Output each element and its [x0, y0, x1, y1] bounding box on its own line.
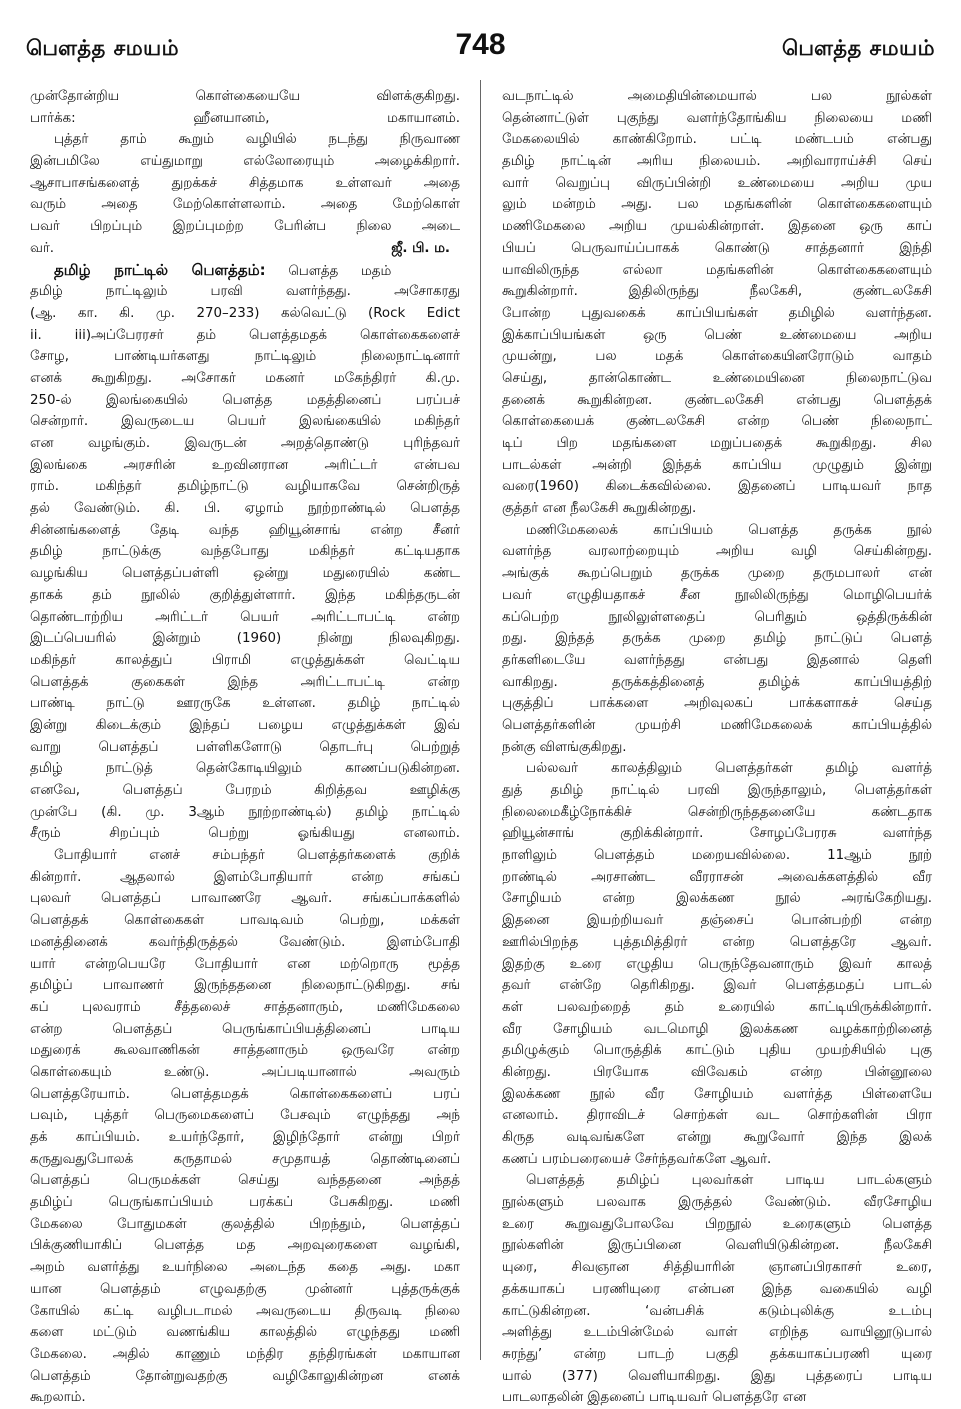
text-line: (ஆ. கா. கி. மு. 270–233) கல்வெட்டு (Rock Edict — [30, 305, 460, 321]
text-line: ராம். மகிந்தர் தமிழ்நாட்டு வழியாகவே சென்றிருத் — [30, 479, 460, 495]
left-column — [30, 86, 460, 1406]
text-line: கருதுவதுபோலக் கருதாமல் சமுதாயத் தொண்டினைப் — [30, 1151, 460, 1167]
text-line: கப் புலவராம் சீத்தலைச் சாத்தனாரும், மணிமேகலை — [30, 999, 460, 1015]
text-line: மேகலை போதுமகள் குலத்தில் பிறந்தும், பௌத்தப் — [30, 1216, 460, 1232]
text-line: எனக் கூறுகிறது. அசோகர் மகனர் மகேந்திரர் கி.மு. — [30, 370, 460, 386]
text-line: கப்பெற்ற நூலிலுள்ளதைப் பெரிதும் ஒத்திருக்கின் — [502, 609, 932, 625]
author-signature: ஜீ. பி. ம. — [391, 240, 450, 256]
text-line: ii. iii)அப்பேரரசர் தம் பௌத்தமதக் கொள்கைகளைச் — [30, 327, 460, 343]
text-line: எனலாம். திராவிடச் சொற்கள் வட சொற்களின் பிரா — [502, 1108, 932, 1124]
text-line: தர்களிடையே வளர்ந்தது என்பது இதனால் தெளி — [502, 652, 932, 668]
text-line: தவர் என்றே தெரிகிறது. இவர் பௌத்தமதப் பாடல் — [502, 978, 932, 994]
text-line: சீரும் சிறப்பும் பெற்று ஓங்கியது எனலாம். — [30, 826, 460, 842]
text-line: பவும், புத்தர் பெருமைகளைப் பேசவும் எழுந்தது அந் — [30, 1108, 460, 1124]
text-line: றது. இந்தத் தருக்க முறை தமிழ் நாட்டுப் பௌத் — [502, 631, 932, 647]
text-line: 250-ல் இலங்கையில் பௌத்த மதத்தினைப் பரப்பச் — [30, 392, 460, 408]
text-line: வளர்ந்த வரலாற்றையும் அறிய வழி செய்கின்றது. — [502, 544, 932, 560]
text-line: ஆசாபாசங்களைத் துறக்கச் சித்தமாக உள்ளவர் அதை — [30, 175, 460, 191]
text-line: பௌத்தரேயாம். பௌத்தமதக் கொள்கைகளைப் பரப் — [30, 1086, 460, 1102]
text-line: கின்றது. பிரயோக விவேகம் என்ற பின்னூலை — [502, 1064, 932, 1080]
text-line: வழங்கிய பௌத்தப்பள்ளி ஒன்று மதுரையில் கண்ட — [30, 566, 460, 582]
text-line: என வழங்கும். இவருடன் அறத்தொண்டு புரிந்தவர் — [30, 436, 460, 451]
text-line: அளித்து உடம்பின்மேல் வாள் எறிந்த வாயினூடுபால் — [502, 1325, 932, 1341]
left-para-2 — [30, 281, 460, 845]
text-line: போதியார் எனச் சம்பந்தர் பௌத்தர்களைக் குறிக் — [54, 848, 460, 864]
text-line: வார் வெறுப்பு விருப்பின்றி உண்மையை அறிய முய — [502, 175, 932, 191]
text-line: பாண்டி நாட்டு ஊரருகே உள்ளன. தமிழ் நாட்டில் — [30, 696, 460, 712]
text-line: வரை(1960) கிடைக்கவில்லை. இதனைப் பாடியவர் நாத — [502, 479, 932, 495]
text-line: மகிந்தர் காலத்துப் பிராமி எழுத்துக்கள் வெட்டிய — [30, 652, 460, 668]
text-line: பார்க்க: ஹீனயானம், மகாயானம். — [30, 110, 460, 126]
text-line: யாவிலிருந்த எல்லா மதங்களின் கொள்கைகளையும் — [502, 262, 932, 278]
text-line: தமிழ் நாட்டுத் தென்கோடியிலும் காணப்படுகின்றன. — [30, 761, 460, 777]
text-line: இன்று கிடைக்கும் இந்தப் பழைய எழுத்துக்கள் இவ் — [30, 717, 460, 733]
running-header — [26, 28, 935, 68]
left-para-1-last-line — [30, 238, 460, 260]
text-line: சின்னங்களைத் தேடி வந்த ஹியூன்சாங் என்ற சீனர் — [30, 522, 460, 538]
text-line: மதுரைக் கூலவாணிகன் சாத்தனாரும் ஒருவரே என்ற — [30, 1043, 460, 1059]
text-line: முன்தோன்றிய கொள்கையையே விளக்குகிறது. — [30, 89, 460, 104]
text-line: யான பௌத்தம் எழுவதற்கு முன்னர் புத்தருக்குக் — [30, 1281, 460, 1297]
right-column — [502, 86, 932, 1406]
text-line: கிருத வடிவங்களே என்று கூறுவோர் இந்த இலக் — [502, 1130, 932, 1145]
text-line: மேகலை. அதில் காணும் மந்திர தந்திரங்கள் மகாயான — [30, 1346, 460, 1362]
right-para-1-last: குத்தர் என நீலகேசி கூறுகின்றது. — [502, 501, 697, 517]
right-para-2 — [502, 520, 932, 737]
text-line: தமிழ்ப் பாவாணர் இருந்ததனை நிலைநாட்டுகிறது. சங் — [30, 978, 460, 994]
running-header-left: பௌத்த சமயம் — [26, 36, 180, 60]
text-line: பௌத்தத் தமிழ்ப் புலவர்கள் பாடிய பாடல்களும் — [526, 1173, 932, 1189]
text-line: பாடலாதலின் இதனைப் பாடியவர் பௌத்தரே என — [502, 1390, 807, 1406]
text-line: இலக்கண நூல் வீர சோழியம் வளர்த்த பிள்ளையே — [502, 1086, 932, 1102]
text-line: சென்றார். இவருடைய பெயர் இலங்கையில் மகிந்தர் — [30, 414, 460, 430]
right-para-3 — [502, 758, 932, 1148]
left-para-1 — [30, 129, 460, 237]
text-line: வாறு பௌத்தப் பள்ளிகளோடு தொடர்பு பெற்றுத் — [30, 739, 460, 755]
text-line: கொள்கையும் உண்டு. அப்படியானால் அவரும் — [30, 1064, 460, 1080]
text-line: துத் தமிழ் நாட்டில் பரவி இருந்தாலும், பௌத்தர்கள் — [502, 783, 932, 798]
text-line: தக்கயாகப் பரணியுரை என்பன இந்த வகையில் வழி — [502, 1281, 932, 1297]
text-line: பௌத்தக் குகைகள் இந்த அரிட்டாபட்டி என்ற — [30, 674, 460, 690]
text-line: கொள்கையைக் குண்டலகேசி என்ற பெண் நிலைநாட் — [502, 414, 932, 430]
text-line: இடப்பெயரில் இன்றும் (1960) நின்று நிலவுகிறது. — [30, 631, 460, 647]
text-line: வரும் அதை மேற்கொள்ளலாம். அதை மேற்கொள் — [30, 197, 460, 213]
text-line: தனைக் கூறுகின்றன. குண்டலகேசி என்பது பௌத்தக் — [502, 392, 932, 408]
text-line: புலவர் பௌத்தப் பாவாணரே ஆவர். சங்கப்பாக்களில் — [30, 891, 460, 907]
text-line: பிக்குணியாகிப் பௌத்த மத அறவுரைகளை வழங்கி, — [30, 1238, 460, 1254]
text-line: தல் வேண்டும். கி. பி. ஏழாம் நூற்றாண்டில் பௌத்த — [30, 501, 460, 517]
text-line: தென்னாட்டுள் புகுந்து வளர்ந்தோங்கிய நிலையை மணி — [502, 110, 932, 126]
text-line: வடநாட்டில் அமைதியின்மையால் பல நூல்கள் — [502, 89, 932, 104]
text-line: களை மட்டும் வணங்கிய காலத்தில் எழுந்தது மணி — [30, 1325, 460, 1341]
text-line: பவர் பிறப்பும் இறப்புமற்ற பேரின்ப நிலை அடை — [30, 219, 460, 235]
right-para-2-last: நன்கு விளங்குகிறது. — [502, 739, 627, 755]
text-line: யார் என்றபெயரே போதியார் என மற்றொரு மூத்த — [30, 956, 460, 972]
text-line: யுரை, சிவஞான சித்தியாரின் ஞானப்பிரகாசர் உரை, — [502, 1260, 932, 1276]
left-para-2-first-rest: பௌத்த மதம் — [288, 263, 392, 279]
text-line: மேகலையில் காண்கிறோம். பட்டி மண்டபம் என்பது — [502, 132, 932, 148]
text-line: ஹியூன்சாங் குறிக்கின்றார். சோழப்பேரரசு வளர்ந்த — [502, 826, 932, 842]
text-line: நூல்களும் பலவாக இருத்தல் வேண்டும். வீரசோழிய — [502, 1195, 932, 1211]
text-line: றாண்டில் அரசாண்ட வீரராசன் அவைக்களத்தில் வீர — [502, 869, 932, 885]
text-line: தமிழ் நாட்டுக்கு வந்தபோது மகிந்தர் கட்டியதாக — [30, 544, 460, 560]
text-line: இதற்கு உரை எழுதிய பெருந்தேவனாரும் இவர் காலத் — [502, 956, 932, 972]
text-line: தமிழ்ப் பெருங்காப்பியம் பரக்கப் பேசுகிறது. மணி — [30, 1195, 460, 1211]
text-line: தமிழ் நாட்டிலும் பரவி வளர்ந்தது. அசோகரது — [30, 284, 460, 300]
text-line: தக் காப்பியம். உயர்ந்தோர், இழிந்தோர் என்று பிறர் — [30, 1130, 460, 1145]
text-line: நிலைமைகீழ்நோக்கிச் சென்றிருந்ததனையே கண்டதாக — [502, 804, 932, 820]
text-line: இக்காப்பியங்கள் ஒரு பெண் உண்மையை அறிய — [502, 327, 932, 343]
right-para-3-last: கணப் பரம்பரையைச் சேர்ந்தவர்களே ஆவர். — [502, 1151, 772, 1167]
text-line: ஊரில்பிறந்த புத்தமித்திரர் என்ற பௌத்தரே ஆவர். — [502, 934, 932, 950]
text-line: டிப் பிற மதங்களை மறுப்பதைக் கூறுகிறது. சில — [502, 436, 932, 451]
text-line: கோயில் கட்டி வழிபடாமல் அவருடைய திருவடி நிலை — [30, 1303, 460, 1319]
text-line: நாளிலும் பௌத்தம் மறையவில்லை. 11ஆம் நூற் — [502, 848, 932, 864]
text-line: இதனை இயற்றியவர் தஞ்சைப் பொன்பற்றி என்ற — [502, 913, 932, 929]
text-line: பியப் பெருவாய்ப்பாகக் கொண்டு சாத்தனார் இந்தி — [502, 240, 932, 256]
text-line: பல்லவர் காலத்திலும் பௌத்தர்கள் தமிழ் வளர்த் — [526, 761, 932, 777]
text-line: கூறுகின்றார். இதிலிருந்து நீலகேசி, குண்டலகேசி — [502, 284, 932, 300]
text-line: தொண்டாற்றிய அரிட்டர் பெயர் அரிட்டாபட்டி என்ற — [30, 609, 460, 625]
text-line: தாகக் தம் நூலில் குறித்துள்ளார். இந்த மகிந்தருடன் — [30, 587, 460, 603]
text-line: இன்பமிலே எய்துமாறு எல்லோரையும் அழைக்கிறார். — [30, 154, 460, 170]
text-line: அறம் வளர்த்து உயர்நிலை அடைந்த கதை அது. மகா — [30, 1260, 460, 1276]
text-line: சோழியம் என்ற இலக்கண நூல் அரங்கேறியது. — [502, 891, 932, 907]
section-heading-line — [30, 260, 460, 282]
text-line: இலங்கை அரசரின் உறவினரான அரிட்டர் என்பவ — [30, 457, 460, 473]
text-line: போன்ற புதுவகைக் காப்பியங்கள் தமிழில் வளர்ந்தன. — [502, 305, 932, 321]
text-line: மணிமேகலைக் காப்பியம் பௌத்த தருக்க நூல் — [526, 522, 932, 538]
text-line: வாகிறது. தருக்கத்தினைத் தமிழ்க் காப்பியத்திற் — [502, 674, 932, 690]
text-line: நூல்களின் இருப்பினை வெளியிடுகின்றன. நீலகேசி — [502, 1238, 932, 1254]
text-line: வீர சோழியம் வடமொழி இலக்கண வழக்காற்றினைத் — [502, 1021, 932, 1037]
text-line: பௌத்தப் பெருமக்கள் செய்து வந்ததனை அந்தத் — [30, 1173, 460, 1189]
text-line: பௌத்தக் கொள்கைகள் பாவடிவம் பெற்று, மக்கள் — [30, 913, 460, 929]
left-intro — [30, 86, 460, 129]
text-line: கின்றார். ஆதலால் இளம்போதியார் என்ற சங்கப் — [30, 869, 460, 885]
right-para-1 — [502, 86, 932, 498]
text-line: தமிழுக்கும் பொருத்திக் காட்டும் புதிய முயற்சியில் புகு — [502, 1043, 932, 1059]
text-line: மணிமேகலை அறிய முயல்கின்றாள். இதனை ஒரு காப் — [502, 219, 932, 235]
text-line: பௌத்தர்களின் முயற்சி மணிமேகலைக் காப்பியத்தில் — [502, 717, 932, 733]
running-header-right: பௌத்த சமயம் — [781, 36, 935, 60]
right-para-4 — [502, 1170, 932, 1409]
text-line: யால் (377) வெளியாகிறது. இது புத்தரைப் பாடிய — [502, 1368, 932, 1384]
section-heading: தமிழ் நாட்டில் பௌத்தம்: — [54, 260, 266, 279]
text-line: பவர் எழுதியதாகச் சீன நூலிலிருந்து மொழிபெயர்க் — [502, 587, 932, 603]
text-line: கள் பலவற்றைத் தம் உரையில் காட்டியிருக்கின்றார். — [502, 999, 932, 1015]
text-line: அங்குக் கூறப்பெறும் தருக்க முறை தருமபாலர் என் — [502, 566, 932, 582]
text-line: புகுத்திப் பாக்களை அறிவுலகப் பாக்களாகச் செய்த — [502, 696, 932, 712]
text-line: பாடல்கள் அன்றி இந்தக் காப்பிய முழுதும் இன்று — [502, 457, 932, 473]
text-line: சுரந்து’ என்ற பாடற் பகுதி தக்கயாகப்பரணி யுரை — [502, 1346, 932, 1362]
text-line: மனத்தினைக் கவர்ந்திருத்தல் வேண்டும். இளம்போதி — [30, 934, 460, 950]
text-line: என்ற பௌத்தப் பெருங்காப்பியத்தினைப் பாடிய — [30, 1021, 460, 1037]
text-line: எனவே, பௌத்தப் பேரறம் கிறித்தவ ஊழிக்கு — [30, 783, 460, 798]
text-line: பௌத்தம் தோன்றுவதற்கு வழிகோலுகின்றன எனக் — [30, 1368, 460, 1384]
left-para-1-last: வர். — [30, 240, 55, 256]
left-para-3-last: கூறலாம். — [30, 1390, 86, 1406]
text-line: முன்பே (கி. மு. 3ஆம் நூற்றாண்டில்) தமிழ் நாட்டில் — [30, 804, 460, 820]
left-para-3 — [30, 845, 460, 1387]
page-number: 748 — [455, 28, 506, 61]
text-line: முயன்று, பல மதக் கொள்கையினரோடும் வாதம் — [502, 349, 932, 365]
text-line: செய்து, தான்கொண்ட உண்மையினை நிலைநாட்டுவ — [502, 370, 932, 386]
column-rule — [480, 80, 481, 1360]
text-line: புத்தர் தாம் கூறும் வழியில் நடந்து நிருவாண — [54, 132, 460, 148]
text-line: லும் மன்றம் அது. பல மதங்களின் கொள்கைகளையும் — [502, 197, 932, 213]
text-line: காட்டுகின்றன. ‘வன்பசிக் கடும்புலிக்கு உடம்பு — [502, 1303, 932, 1319]
text-line: சோழ, பாண்டியர்களது நாட்டிலும் நிலைநாட்டினார் — [30, 349, 460, 365]
text-line: உரை கூறுவதுபோலவே பிறநூல் உரைகளும் பௌத்த — [502, 1216, 932, 1232]
text-line: தமிழ் நாட்டின் அரிய நிலையம். அறிவாராய்ச்சி செய் — [502, 154, 932, 170]
